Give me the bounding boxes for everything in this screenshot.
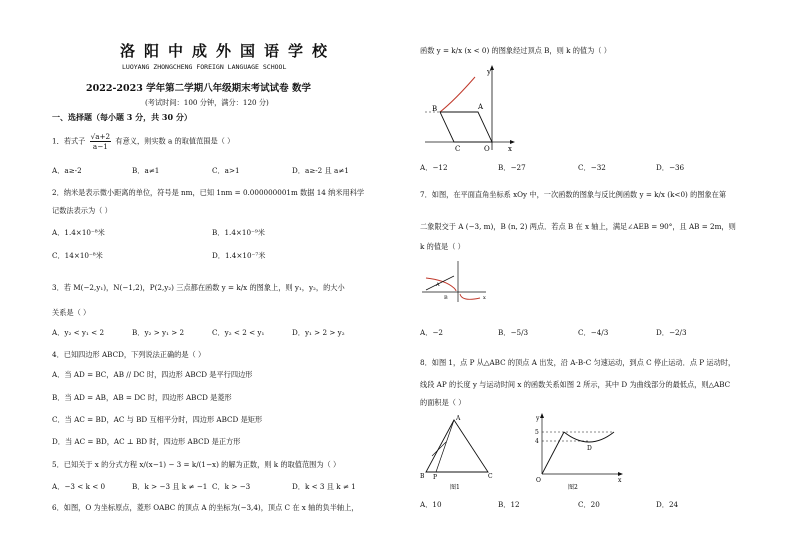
q3-option-d[interactable]: D．y₁ > 2 > y₂ [292, 328, 345, 337]
q4-option-b[interactable]: B．当 AD = AB，AB = DC 时，四边形 ABCD 是菱形 [52, 393, 232, 402]
q7-option-d[interactable]: D．−2/3 [656, 328, 687, 337]
q7-line2: 二象限交于 A (−3, m)，B (n, 2) 两点．若点 B 在 x 轴上，满足∠AEB = 90°，且 AB = 2m，则 [420, 222, 736, 231]
q8-fig2-caption: 图2 [568, 484, 578, 491]
q6-option-c[interactable]: C．−32 [578, 163, 606, 172]
section-title: 一、选择题（每小题 3 分，共 30 分） [52, 112, 192, 122]
q5-option-a[interactable]: A．−3 < k < 0 [52, 482, 106, 491]
q5-option-b[interactable]: B．k > −3 且 k ≠ −1 [132, 482, 208, 491]
q3-option-b[interactable]: B．y₂ > y₁ > 2 [132, 328, 185, 337]
q6-label-x: x [508, 145, 512, 153]
q4-option-d[interactable]: D．当 AC = BD，AC ⊥ BD 时，四边形 ABCD 是正方形 [52, 437, 241, 446]
q6-line1: 6．如图，O 为坐标原点，菱形 OABC 的顶点 A 的坐标为(−3,4)，顶点 C 在 x 轴的负半轴上， [52, 503, 359, 512]
q4-option-c[interactable]: C．当 AC = BD，AC 与 BD 互相平分时，四边形 ABCD 是矩形 [52, 415, 263, 424]
q1-option-b[interactable]: B．a≠1 [132, 166, 160, 175]
q1-stem [52, 132, 234, 151]
q4-stem: 4．已知四边形 ABCD，下列说法正确的是（ ） [52, 350, 206, 359]
q2-option-c[interactable]: C．14×10⁻⁸米 [52, 251, 103, 260]
q7-label-a: A [436, 282, 440, 288]
q6-x-arrow-icon [510, 140, 515, 144]
q7-hyperbola-right [460, 294, 480, 299]
q8-label-c: C [488, 473, 493, 480]
q1-option-d[interactable]: D．a≥-2 且 a≠1 [292, 166, 349, 175]
q2-option-a[interactable]: A．1.4×10⁻⁸米 [52, 228, 105, 237]
q7-label-x: x [483, 295, 486, 301]
q7-hyperbola-left [426, 278, 456, 291]
q1-pre: 1．若式子 [52, 136, 86, 146]
school-name: 洛阳中成外国语学校 [120, 42, 337, 60]
q1-fraction [90, 132, 111, 151]
q8-triangle [426, 420, 488, 472]
q1-numerator: √a+2 [90, 132, 111, 141]
q7-line1: 7．如图，在平面直角坐标系 xOy 中，一次函数的图象与反比例函数 y = k/x (k<0) 的图象在第 [420, 190, 727, 199]
q8-curve [564, 432, 614, 442]
q7-option-b[interactable]: B．−5/3 [498, 328, 529, 337]
exam-title: 2022-2023 学年第二学期八年级期末考试试卷 数学 [86, 83, 311, 94]
q7-line3: k 的值是（ ） [420, 242, 465, 251]
q5-option-c[interactable]: C．k > −3 [212, 482, 251, 491]
q8-line3: 的面积是（ ） [420, 398, 466, 407]
q8-label-p: P [433, 474, 438, 481]
q2-option-b[interactable]: B．1.4×10⁻⁹米 [212, 228, 265, 237]
q4-option-a[interactable]: A．当 AD = BC，AB // DC 时，四边形 ABCD 是平行四边形 [52, 370, 253, 379]
q8-option-b[interactable]: B．12 [498, 500, 520, 509]
q8-label-x: x [618, 477, 622, 484]
q3-line2: 关系是（ ） [52, 308, 91, 317]
q6-label-b: B [432, 105, 438, 113]
q8-segment-ap [436, 420, 454, 472]
q6-label-a: A [478, 103, 484, 111]
q8-label-b: B [420, 473, 425, 480]
q6-figure [420, 62, 520, 157]
q8-figure2 [534, 412, 626, 492]
q1-post: 有意义，则实数 a 的取值范围是（ ） [115, 136, 235, 146]
q8-label-y: y [536, 415, 540, 422]
q6-option-d[interactable]: D．−36 [656, 163, 685, 172]
q8-fig1-caption: 图1 [450, 484, 460, 491]
q6-hyperbola [440, 77, 475, 112]
q6-line2: 函数 y = k/x (x < 0) 的图象经过顶点 B，则 k 的值为（ ） [420, 46, 611, 55]
q1-option-c[interactable]: C．a>1 [212, 166, 240, 175]
q7-option-c[interactable]: C．−4/3 [578, 328, 609, 337]
q7-label-b: B [444, 295, 448, 301]
exam-info: (考试时间：100 分钟，满分：120 分) [145, 98, 269, 107]
q6-rhombus [440, 112, 492, 142]
q3-option-a[interactable]: A．y₂ < y₁ < 2 [52, 328, 105, 337]
q8-option-a[interactable]: A．10 [420, 500, 442, 509]
q5-option-d[interactable]: D．k < 3 且 k ≠ 1 [292, 482, 356, 491]
q2-line2: 记数法表示为（ ） [52, 206, 112, 215]
q8-x-arrow-icon [618, 472, 623, 476]
school-name-en: LUOYANG ZHONGCHENG FOREIGN LANGUAGE SCHOOL [122, 63, 287, 71]
q3-line1: 3．若 M(−2,y₁)，N(−1,2)，P(2,y₂) 三点都在函数 y = k/x 的图象上，则 y₁，y₂，的大小 [52, 283, 345, 292]
q8-label-5: 5 [535, 429, 539, 436]
q8-label-4: 4 [535, 438, 539, 445]
q8-line-rise [542, 432, 564, 474]
q2-option-d[interactable]: D．1.4×10⁻⁷米 [212, 251, 266, 260]
q2-line1: 2．纳米是表示微小距离的单位，符号是 nm，已知 1nm = 0.000000001m 数据 14 纳米用科学 [52, 188, 365, 197]
q8-label-o: O [536, 477, 541, 484]
q6-label-c: C [455, 145, 461, 153]
q6-option-b[interactable]: B．−27 [498, 163, 526, 172]
q8-y-arrow-icon [540, 413, 544, 418]
q3-option-c[interactable]: C．y₂ < 2 < y₁ [212, 328, 265, 337]
q8-option-d[interactable]: D．24 [656, 500, 679, 509]
q8-label-d: D [587, 445, 592, 452]
q7-option-a[interactable]: A．−2 [420, 328, 443, 337]
q8-option-c[interactable]: C．20 [578, 500, 600, 509]
q6-label-y: y [487, 68, 491, 76]
q8-line2: 线段 AP 的长度 y 与运动时间 x 的函数关系如图 2 所示，其中 D 为曲线部分的最低点，则△ABC [420, 380, 731, 389]
q7-figure [420, 258, 490, 306]
q8-figure1 [418, 412, 496, 492]
q1-option-a[interactable]: A．a≥-2 [52, 166, 82, 175]
q6-label-o: O [484, 145, 490, 153]
q6-option-a[interactable]: A．−12 [420, 163, 448, 172]
q5-stem: 5．已知关于 x 的分式方程 x/(x−1) − 3 = k/(1−x) 的解为正数，则 k 的取值范围为（ ） [52, 460, 341, 469]
q8-label-a: A [456, 415, 461, 422]
q8-line1: 8．如图 1，点 P 从△ABC 的顶点 A 出发，沿 A-B-C 匀速运动，到点 C 停止运动．点 P 运动时， [420, 358, 736, 367]
q1-denominator: a−1 [92, 142, 108, 151]
